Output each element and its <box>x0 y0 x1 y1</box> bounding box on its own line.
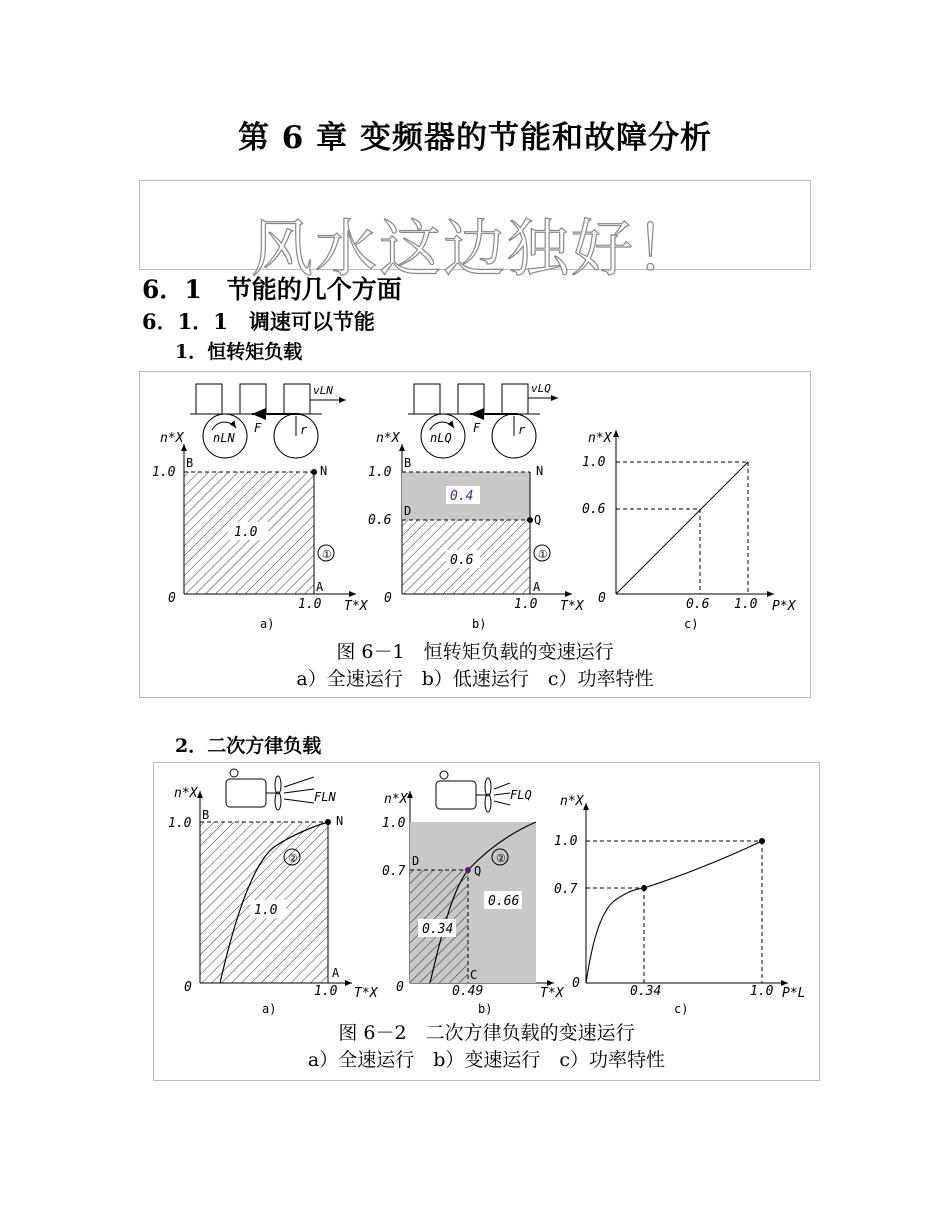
fig2-panel-a <box>168 769 379 1016</box>
fig2b-x-tick: 0.49 <box>452 984 484 999</box>
fig2c-y-tick-1: 1.0 <box>554 834 578 849</box>
fig1b-point-b: B <box>404 456 412 470</box>
fan-motor-icon <box>226 769 314 810</box>
fig1b-point-a: A <box>533 580 541 594</box>
fig1c-x-tick-2: 1.0 <box>734 597 758 612</box>
fig2c-origin: 0 <box>572 976 580 991</box>
fig1b-top-area-label: 0.4 <box>450 489 474 504</box>
fig1a-x-axis-label: T*X <box>344 599 368 614</box>
figure-6-1 <box>139 371 811 698</box>
item-heading-constant-torque: 1．恒转矩负载 <box>175 341 303 363</box>
fig2c-x-tick-1: 0.34 <box>630 984 662 999</box>
fig2b-point-d: D <box>412 854 420 868</box>
fig1a-panel-label: a) <box>260 617 275 631</box>
item-heading-square-law: 2．二次方律负载 <box>175 735 322 757</box>
fig2c-x-tick-2: 1.0 <box>750 984 774 999</box>
fig1c-y-axis-label: n*X <box>588 431 612 446</box>
fig2a-point-a: A <box>332 966 340 980</box>
fig1b-panel-label: b) <box>472 617 487 631</box>
fig1b-speed-label: nLQ <box>430 431 452 445</box>
fig2c-y-axis-label: n*X <box>560 794 584 809</box>
fig2b-y-tick-1: 1.0 <box>382 816 406 831</box>
subsection-heading: 6．1．1 调速可以节能 <box>142 309 375 334</box>
fig2a-area-label: 1.0 <box>254 903 278 918</box>
fig1a-point-n: N <box>320 464 328 478</box>
fig2b-x-axis-label: T*X <box>540 986 564 1001</box>
fig1b-y-axis-label: n*X <box>376 431 400 446</box>
fig1a-curve-label: ① <box>322 548 332 561</box>
fig2a-point-n: N <box>336 814 344 828</box>
fig2b-point-c: C <box>470 968 478 982</box>
fig1a-speed-label: nLN <box>213 431 235 445</box>
fig1b-radius-label: r <box>518 423 526 437</box>
fig2b-force-label: FLQ <box>510 788 532 802</box>
fig1c-x-tick-1: 0.6 <box>686 597 710 612</box>
fig1c-origin: 0 <box>598 591 606 606</box>
fig2c-panel-label: c) <box>674 1002 689 1016</box>
fig2b-curve-label: ② <box>496 852 506 865</box>
fig1b-bottom-area-label: 0.6 <box>450 553 474 568</box>
fig2a-x-tick: 1.0 <box>314 984 338 999</box>
fig1b-point-q: Q <box>534 513 542 527</box>
fig2a-y-axis-label: n*X <box>174 786 198 801</box>
fig1b-x-tick: 1.0 <box>514 597 538 612</box>
fig1-panel-c <box>582 430 797 631</box>
figure-6-2-caption: 图 6－2 二次方律负载的变速运行 <box>338 1022 635 1044</box>
fig2c-y-tick-2: 0.7 <box>554 882 578 897</box>
fig2a-point-b: B <box>202 808 210 822</box>
fig1-panel-a <box>152 384 369 631</box>
fig2c-x-axis-label: P*L <box>782 986 806 1001</box>
fig2a-x-axis-label: T*X <box>354 986 378 1001</box>
fig1-panel-b <box>368 382 585 631</box>
fig1b-curve-label: ① <box>538 548 548 561</box>
fig1a-area-label: 1.0 <box>234 525 258 540</box>
figure-6-1-caption: 图 6－1 恒转矩负载的变速运行 <box>336 641 614 663</box>
fig2a-force-label: FLN <box>314 790 336 804</box>
fig1a-origin: 0 <box>168 591 176 606</box>
figure-6-2 <box>153 762 820 1081</box>
fig2a-curve-label: ② <box>288 852 298 865</box>
figure-6-2-subcaption: a）全速运行 b）变速运行 c）功率特性 <box>307 1049 666 1071</box>
fig1c-panel-label: c) <box>684 617 699 631</box>
fig2-panel-c <box>554 794 805 1016</box>
fig1a-force-label: F <box>254 421 262 435</box>
fig1a-velocity-label: vLN <box>313 384 333 397</box>
fig1a-x-tick: 1.0 <box>298 597 322 612</box>
watermark-text: 风水这边独好！ <box>250 212 699 285</box>
watermark-banner <box>139 180 811 285</box>
fig1a-y-axis-label: n*X <box>160 431 184 446</box>
fig1c-y-tick-2: 0.6 <box>582 502 606 517</box>
fig1b-y-tick-2: 0.6 <box>368 513 392 528</box>
fig2b-panel-label: b) <box>478 1002 493 1016</box>
fan-motor-icon <box>436 771 510 812</box>
chapter-title: 第 6 章 变频器的节能和故障分析 <box>238 120 712 156</box>
fig2b-left-area-label: 0.34 <box>422 922 454 937</box>
fig2b-y-axis-label: n*X <box>384 792 408 807</box>
fig1b-point-n: N <box>536 464 544 478</box>
fig2a-y-tick: 1.0 <box>168 816 192 831</box>
fig2b-y-tick-2: 0.7 <box>382 864 406 879</box>
fig2a-origin: 0 <box>184 980 192 995</box>
fig1a-point-b: B <box>186 456 194 470</box>
fig2a-panel-label: a) <box>262 1002 277 1016</box>
fig1a-point-a: A <box>316 580 324 594</box>
fig1b-y-tick-1: 1.0 <box>368 465 392 480</box>
fig1b-force-label: F <box>473 421 481 435</box>
fig2b-origin: 0 <box>396 980 404 995</box>
fig1c-x-axis-label: P*X <box>772 599 796 614</box>
fig1a-radius-label: r <box>300 423 308 437</box>
fig2b-point-q: Q <box>474 864 482 878</box>
fig1b-origin: 0 <box>384 591 392 606</box>
figure-6-1-subcaption: a）全速运行 b）低速运行 c）功率特性 <box>296 668 654 690</box>
fig1a-y-tick: 1.0 <box>152 465 176 480</box>
fig1b-x-axis-label: T*X <box>560 599 584 614</box>
fig1c-y-tick-1: 1.0 <box>582 455 606 470</box>
fig2b-right-area-label: 0.66 <box>488 894 520 909</box>
fig1b-velocity-label: vLQ <box>531 382 551 395</box>
fig2-panel-b <box>382 771 565 1016</box>
section-heading: 6．1 节能的几个方面 <box>142 275 402 304</box>
fig1b-point-d: D <box>404 504 412 518</box>
